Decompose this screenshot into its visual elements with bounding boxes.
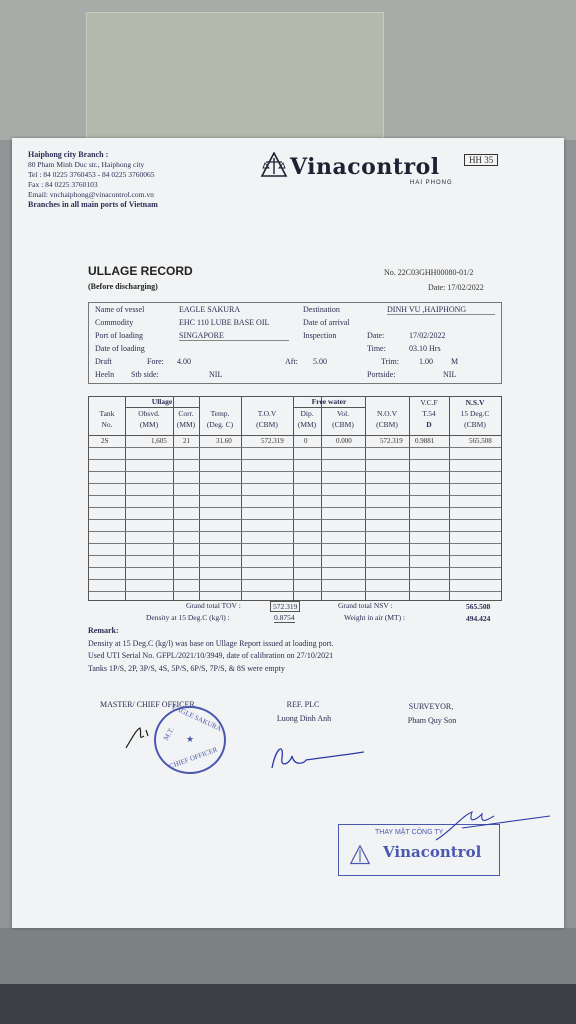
stb-side-label: Stb side: — [131, 370, 159, 379]
time-label: Time: — [367, 344, 386, 353]
document-subtitle: (Before discharging) — [88, 282, 158, 291]
header-obsvd: Obsvd. — [138, 409, 160, 418]
stamp-wordmark: Vinacontrol — [383, 843, 482, 861]
surveyor-title: SURVEYOR, — [408, 702, 454, 711]
stamp-representative-text: THAY MẶT CÔNG TY — [375, 829, 444, 836]
remark-label: Remark: — [88, 626, 119, 635]
branch-address: 80 Pham Minh Duc str., Haiphong city — [28, 160, 145, 169]
branch-network: Branches in all main ports of Vietnam — [28, 200, 158, 209]
header-nsv: N.S.V — [465, 398, 485, 407]
weight-label: Weight in air (MT) : — [344, 613, 406, 622]
draft-label: Draft — [95, 357, 112, 366]
loading-date-label: Date of loading — [95, 344, 145, 353]
grand-total-tov-label: Grand total TOV : — [186, 601, 241, 610]
ref-signature — [268, 738, 368, 778]
inspection-date-value: 17/02/2022 — [409, 331, 446, 340]
fore-label: Fore: — [147, 357, 164, 366]
aft-label: Aft: — [285, 357, 298, 366]
header-nov-unit: (CBM) — [376, 420, 398, 429]
destination-label: Destination — [303, 305, 340, 314]
remark-block — [88, 625, 334, 675]
cell-obsvd: 1,605 — [151, 437, 167, 445]
document-title: ULLAGE RECORD — [88, 264, 193, 278]
cell-tov: 572.319 — [261, 437, 284, 445]
header-ullage: Ullage — [125, 397, 199, 408]
header-corr: Corr. — [178, 409, 194, 418]
totals-block — [88, 599, 500, 626]
heel-label: Heeln — [95, 370, 115, 379]
fore-value: 4.00 — [177, 357, 191, 366]
header-temp-unit: (Deg. C) — [206, 420, 234, 429]
density-value: 0.8754 — [274, 613, 295, 622]
remark-line-1: Density at 15 Deg.C (kg/l) was base on Ullage Report issued at loading port. — [88, 638, 334, 648]
vessel-value: EAGLE SAKURA — [179, 305, 241, 314]
port-label: Port of loading — [95, 331, 143, 340]
commodity-value: EHC 110 LUBE BASE OIL — [179, 318, 270, 327]
branch-email: Email: vnchaiphong@vinacontrol.com.vn — [28, 190, 154, 199]
background-floor — [0, 984, 576, 1024]
cell-tank: 2S — [101, 437, 109, 445]
ullage-record-document — [12, 138, 564, 928]
cell-dip: 0 — [304, 437, 308, 445]
header-free-water: Free water — [293, 397, 365, 408]
vessel-round-stamp — [154, 703, 226, 774]
header-obsvd-unit: (MM) — [139, 420, 159, 429]
header-tov-unit: (CBM) — [256, 420, 278, 429]
cell-vol: 0.000 — [336, 437, 352, 445]
vessel-info-box — [88, 302, 502, 384]
inspection-date-label: Date: — [367, 331, 385, 340]
document-number: No. 22C03GHH00080-01/2 — [384, 268, 474, 277]
cell-temp: 31.60 — [216, 437, 232, 445]
stamp-mt: M.T. — [161, 726, 176, 742]
header-tov: T.O.V — [257, 409, 277, 418]
remark-line-3: Tanks 1P/S, 2P, 3P/S, 4S, 5P/S, 6P/S, 7P/S, & 8S were empty — [88, 663, 285, 673]
time-value: 03.10 Hrs — [409, 344, 441, 353]
ullage-table — [88, 396, 502, 601]
portside-label: Portside: — [367, 370, 396, 379]
header-vcf: V.C.F — [420, 398, 438, 407]
port-value: SINGAPORE — [179, 331, 289, 341]
inspection-label: Inspection — [303, 331, 337, 340]
header-nsv-temp: 15 Deg.C — [460, 409, 490, 418]
cell-corr: 21 — [183, 437, 190, 445]
trim-label: Trim: — [381, 357, 399, 366]
cell-nov: 572.319 — [380, 437, 403, 445]
header-vol-unit: (CBM) — [332, 420, 354, 429]
logo-subtitle: HAI PHONG — [410, 180, 453, 186]
header-nov: N.O.V — [377, 409, 397, 418]
grand-total-nsv-label: Grand total NSV : — [338, 601, 393, 610]
document-date: Date: 17/02/2022 — [428, 283, 484, 292]
header-tank-no: No. — [101, 420, 113, 429]
trim-value: 1.00 — [419, 357, 433, 366]
commodity-label: Commodity — [95, 318, 134, 327]
surveyor-name: Pham Quy Son — [407, 716, 457, 725]
weight-value: 494.424 — [466, 614, 491, 623]
remark-line-2: Used UTI Serial No. GFPL/2021/10/3949, date of calibration on 27/10/2021 — [88, 651, 334, 660]
surveyor-signature — [432, 806, 552, 846]
header-tank: Tank — [99, 409, 115, 418]
destination-value: DINH VU ,HAIPHONG — [387, 305, 495, 315]
branch-fax: Fax : 84 0225 3760103 — [28, 180, 98, 189]
ref-title: REF. PLC — [286, 700, 320, 709]
grand-total-tov-value: 572.319 — [270, 601, 300, 612]
vessel-label: Name of vessel — [95, 305, 145, 314]
cell-vcf: 0.9881 — [415, 437, 435, 445]
stamp-chief-officer: CHIEF OFFICER — [168, 745, 219, 771]
trim-unit: M — [451, 357, 459, 366]
branch-address-block — [28, 150, 158, 210]
header-vcf-t54: T.54 — [422, 409, 436, 418]
scales-icon — [260, 152, 288, 178]
heel-value: NIL — [209, 370, 223, 379]
cell-nsv: 565.508 — [469, 437, 492, 445]
master-signature-title: MASTER/ CHIEF OFFICER, — [100, 700, 197, 709]
stamp-vessel-name: EAGLE SAKURA — [170, 703, 223, 733]
header-dip: Dip. — [300, 409, 314, 418]
header-dip-unit: (MM) — [297, 420, 317, 429]
arrival-label: Date of arrival — [303, 318, 350, 327]
background-panel — [86, 12, 384, 142]
grand-total-nsv-value: 565.508 — [466, 602, 491, 611]
portside-value: NIL — [443, 370, 457, 379]
aft-value: 5.00 — [313, 357, 327, 366]
form-code: HH 35 — [464, 154, 498, 166]
stamp-scales-icon — [349, 845, 371, 865]
branch-tel: Tel : 84 0225 3760453 - 84 0225 3760065 — [28, 170, 155, 179]
logo-wordmark: Vinacontrol — [290, 154, 440, 180]
stamp-star-icon: ★ — [186, 734, 195, 744]
header-temp: Temp. — [210, 409, 230, 418]
header-nsv-unit: (CBM) — [464, 420, 486, 429]
branch-name: Haiphong city Branch : — [28, 150, 109, 159]
header-corr-unit: (MM) — [176, 420, 196, 429]
density-label: Density at 15 Deg.C (kg/l) : — [146, 613, 230, 622]
ref-name: Luong Dinh Anh — [276, 714, 332, 723]
header-vol: Vol. — [336, 409, 350, 418]
header-vcf-d: D — [426, 420, 432, 429]
